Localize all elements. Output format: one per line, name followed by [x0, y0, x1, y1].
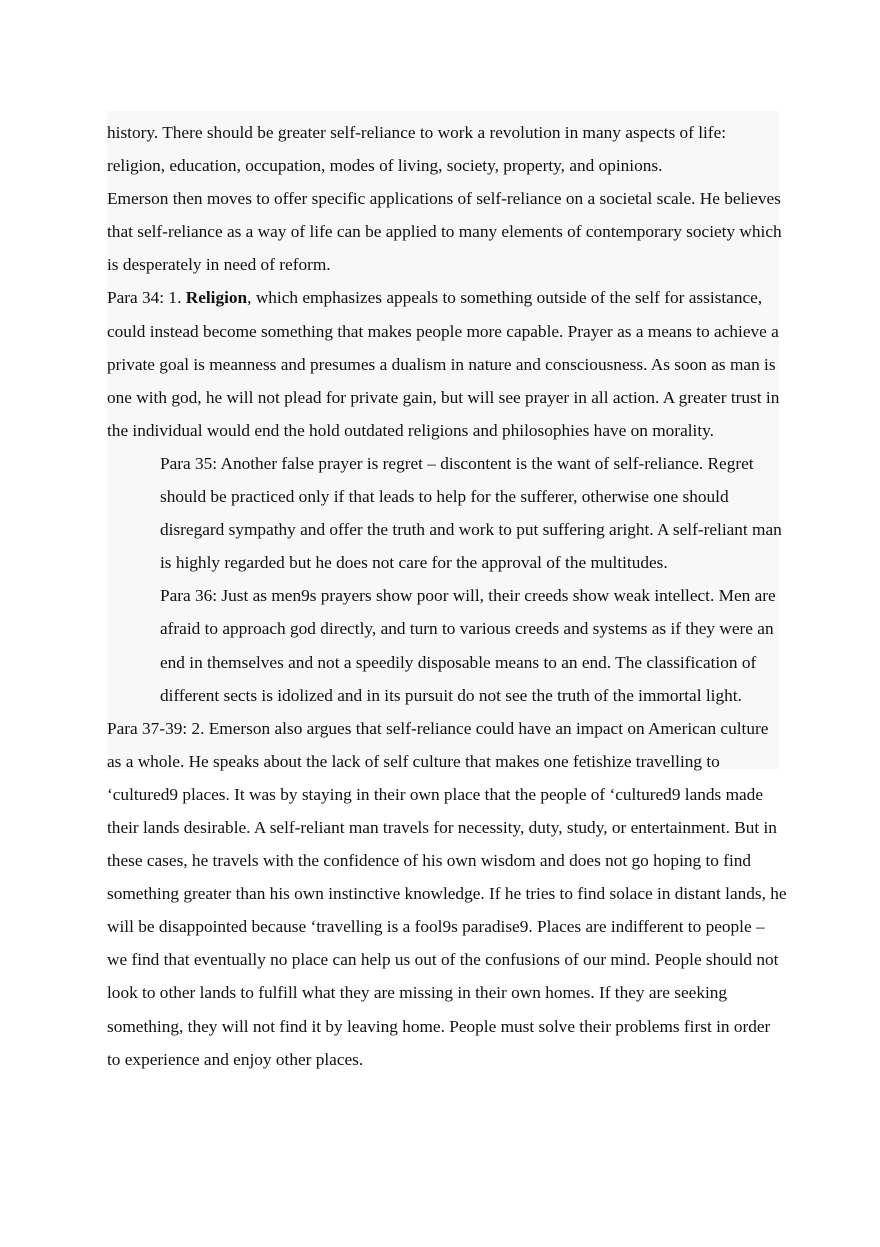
religion-heading: Religion	[185, 288, 248, 308]
paragraph-para-35: Para 35: Another false prayer is regret – discontent is the want of self-reliance. Regret should be practiced only if that leads to help for the sufferer, otherwise one should disregard sympathy and offer the truth and work to put suffering aright. A self-reliant man is highly regarded but he does not care for the approval of the multitudes.	[160, 453, 782, 573]
paragraph-para-37-39: Para 37-39: 2. Emerson also argues that self-reliance could have an impact on American culture as a whole. He speaks about the lack of self culture that makes one fetishize travelling to ‘cultured9 places. It was by staying in their own place that the people of ‘cultured9 lands made their lands desirable. A self-reliant man travels for necessity, duty, study, or entertainment. But in these cases, he travels with the confidence of his own wisdom and does not go hoping to find something greater than his own instinctive knowledge. If he tries to find solace in distant lands, he will be disappointed because ‘travelling is a fool9s paradise9. Places are indifferent to people – we find that eventually no place can help us out of the confusions of our mind. People should not look to other lands to fulfill what they are missing in their own homes. If they are seeking something, they will not find it by leaving home. People must solve their problems first in order to experience and enjoy other places.	[107, 718, 787, 1069]
paragraph-para-34	[107, 281, 787, 446]
para-34-prefix: Para 34: 1.	[107, 288, 186, 308]
paragraph-history: history. There should be greater self-reliance to work a revolution in many aspects of life: religion, education, occupation, modes of living, society, property, and opinions.	[107, 123, 727, 176]
document-body	[107, 116, 787, 1076]
paragraph-para-36: Para 36: Just as men9s prayers show poor will, their creeds show weak intellect. Men are afraid to approach god directly, and turn to various creeds and systems as if they were an end in themselves and not a speedily disposable means to an end. The classification of different sects is idolized and in its pursuit do not see the truth of the immortal light.	[160, 586, 776, 705]
para-34-text: , which emphasizes appeals to something outside of the self for assistance, could instead become something that makes people more capable. Prayer as a means to achieve a private goal is meanness and presumes a dualism in nature and consciousness. As soon as man is one with god, he will not plead for private gain, but will see prayer in all action. A greater trust in the individual would end the hold outdated religions and philosophies have on morality.	[107, 288, 780, 440]
paragraph-societal-scale: Emerson then moves to offer specific applications of self-reliance on a societal scale. He believes that self-reliance as a way of life can be applied to many elements of contemporary society which is desperately in need of reform.	[107, 189, 782, 275]
